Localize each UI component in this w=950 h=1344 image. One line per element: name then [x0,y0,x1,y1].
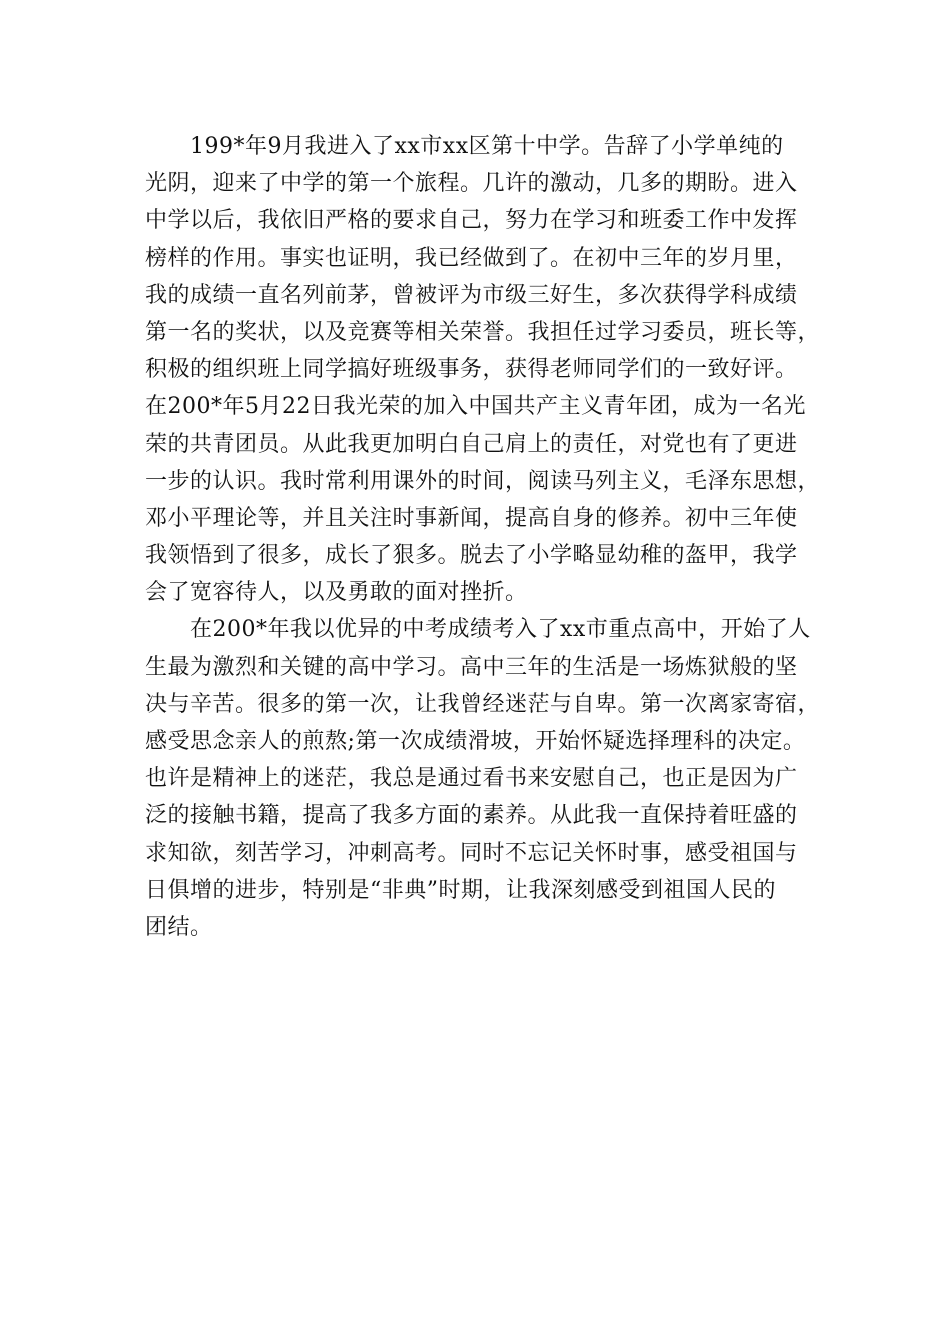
text-line: 会了宽容待人，以及勇敢的面对挫折。 [145,580,528,606]
text-line: 我的成绩一直名列前茅，曾被评为市级三好生，多次获得学科成绩 [145,282,798,308]
text-line: 在200*年我以优异的中考成绩考入了xx市重点高中，开始了人 [145,617,811,643]
text-line: 感受思念亲人的煎熬;第一次成绩滑坡，开始怀疑选择理科的决定。 [145,729,806,754]
text-line: 199*年9月我进入了xx市xx区第十中学。告辞了小学单纯的 [145,134,784,159]
paragraph-2 [145,611,821,946]
document-body [145,128,821,946]
text-line: 邓小平理论等，并且关注时事新闻，提高自身的修养。初中三年使 [145,505,798,531]
text-line: 团结。 [145,914,213,940]
text-line: 荣的共青团员。从此我更加明白自己肩上的责任，对党也有了更进 [145,431,798,457]
text-line: 积极的组织班上同学搞好班级事务，获得老师同学们的一致好评。 [145,357,798,383]
text-line: 泛的接触书籍，提高了我多方面的素养。从此我一直保持着旺盛的 [145,803,798,829]
text-line: 一步的认识。我时常利用课外的时间，阅读马列主义，毛泽东思想， [145,468,821,494]
text-line: 榜样的作用。事实也证明，我已经做到了。在初中三年的岁月里， [145,245,798,271]
text-line: 决与辛苦。很多的第一次，让我曾经迷茫与自卑。第一次离家寄宿， [145,691,821,717]
text-line: 光阴，迎来了中学的第一个旅程。几许的激动，几多的期盼。进入 [145,171,798,197]
paragraph-1 [145,128,821,611]
text-line: 第一名的奖状，以及竞赛等相关荣誉。我担任过学习委员，班长等， [145,319,821,345]
text-line: 我领悟到了很多，成长了狠多。脱去了小学略显幼稚的盔甲，我学 [145,543,798,569]
text-line: 在200*年5月22日我光荣的加入中国共产主义青年团，成为一名光 [145,394,806,420]
text-line: 中学以后，我依旧严格的要求自己，努力在学习和班委工作中发挥 [145,208,798,234]
text-line: 求知欲，刻苦学习，冲刺高考。同时不忘记关怀时事，感受祖国与 [145,840,798,866]
text-line: 也许是精神上的迷茫，我总是通过看书来安慰自己，也正是因为广 [145,766,798,792]
text-line: 生最为激烈和关键的高中学习。高中三年的生活是一场炼狱般的坚 [145,654,798,680]
text-line: 日俱增的进步，特别是“非典”时期，让我深刻感受到祖国人民的 [145,877,776,903]
